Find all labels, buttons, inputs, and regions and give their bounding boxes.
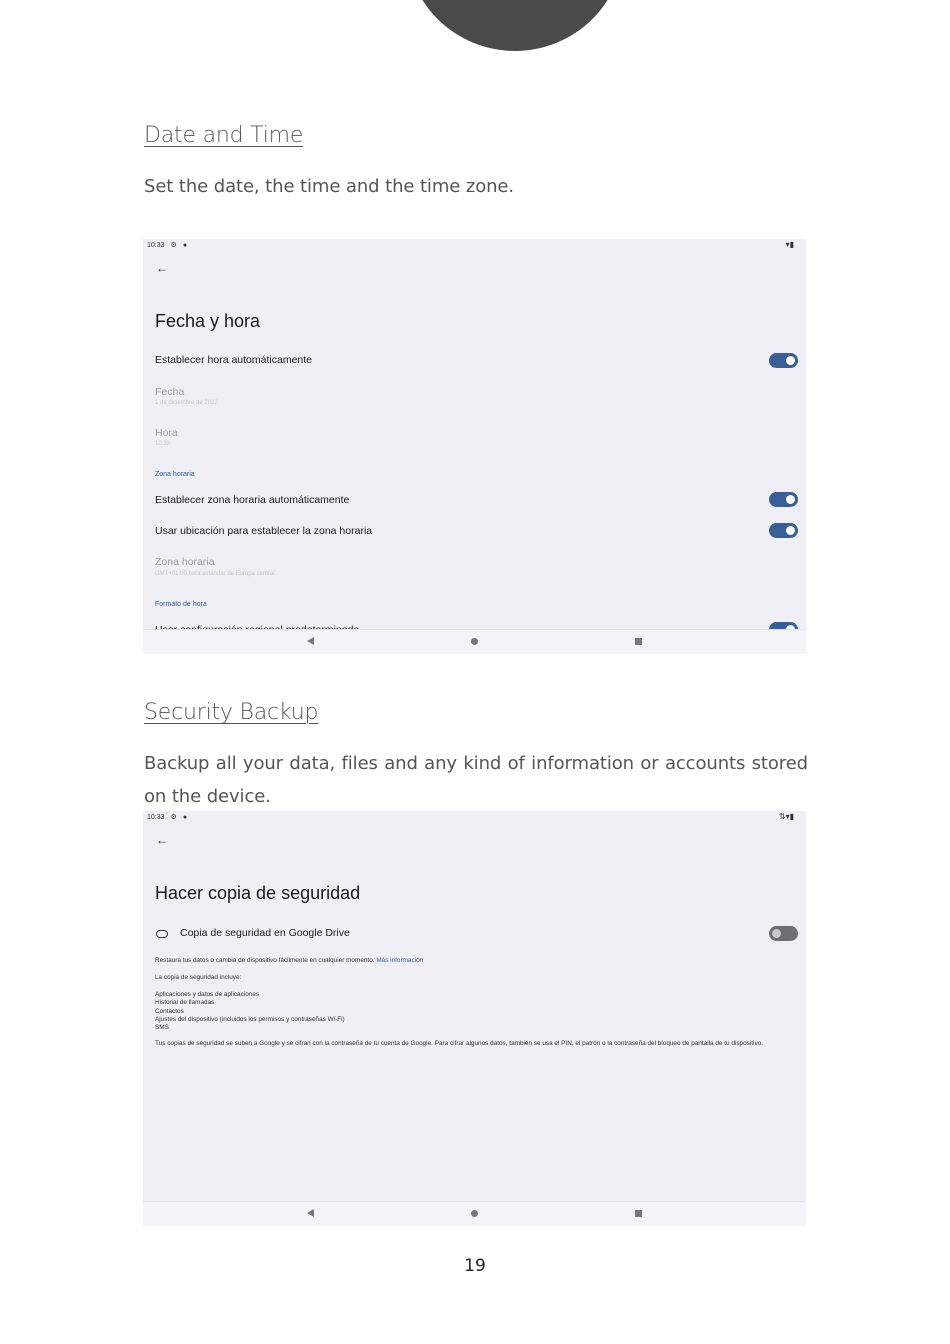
- list-item: Aplicaciones y datos de aplicaciones: [155, 991, 260, 998]
- page-number: 19: [464, 1256, 486, 1276]
- list-item: Ajustes del dispositivo (incluidos los permisos y contraseñas Wi-Fi): [155, 1015, 345, 1023]
- decorative-header-shape: [406, 0, 624, 51]
- settings-icon: ⚙: [170, 242, 177, 249]
- more-info-link[interactable]: Más información: [376, 957, 424, 964]
- restore-text: [155, 957, 423, 965]
- security-backup-description: Backup all your data, files and any kind of information or accounts stored on the device.: [144, 753, 808, 807]
- screen-title: Fecha y hora: [155, 311, 261, 331]
- nav-home-icon[interactable]: [471, 1210, 478, 1217]
- tz-section-header: Zona horaria: [155, 471, 195, 478]
- screen-title: Hacer copia de seguridad: [155, 883, 361, 903]
- nav-home-icon[interactable]: [471, 638, 478, 645]
- location-tz-label[interactable]: Usar ubicación para establecer la zona horaria: [155, 525, 373, 537]
- shield-icon: ●: [182, 241, 188, 249]
- wifi-battery-icon: ▾▮: [785, 240, 794, 249]
- date-time-description: Set the date, the time and the time zone.: [144, 176, 515, 197]
- backup-items-list: [155, 991, 345, 1032]
- auto-time-label[interactable]: Establecer hora automáticamente: [155, 354, 313, 366]
- date-time-screenshot: [143, 239, 806, 654]
- encryption-footer-text: Tus copias de seguridad se suben a Google y se cifran con la contraseña de tu cuenta de Google. Para cifrar algunos datos, también se usa el PIN, el patrón o la contraseña del bloqueo de pantalla de tu dispositivo.: [155, 1040, 763, 1047]
- backup-screenshot: [143, 811, 806, 1226]
- drive-backup-label[interactable]: Copia de seguridad en Google Drive: [180, 927, 350, 939]
- navigation-bar: [143, 1201, 806, 1226]
- status-time: 10:33: [147, 241, 165, 249]
- auto-tz-label[interactable]: Establecer zona horaria automáticamente: [155, 494, 350, 506]
- back-arrow-icon[interactable]: ←: [156, 833, 168, 847]
- time-value: 10:33: [155, 441, 171, 447]
- back-arrow-icon[interactable]: ←: [156, 261, 168, 275]
- date-label: Fecha: [155, 386, 185, 398]
- status-bar: [147, 813, 187, 821]
- nav-recents-icon[interactable]: [635, 1210, 642, 1217]
- cloud-icon: [156, 930, 168, 938]
- auto-tz-toggle[interactable]: [769, 492, 798, 507]
- date-value: 1 de diciembre de 2022: [155, 400, 218, 406]
- wifi-battery-icon: ⇅▾▮: [778, 812, 794, 821]
- drive-backup-toggle[interactable]: [769, 926, 798, 941]
- nav-recents-icon[interactable]: [635, 638, 642, 645]
- auto-time-toggle[interactable]: [769, 353, 798, 368]
- time-label: Hora: [155, 427, 178, 439]
- location-tz-toggle[interactable]: [769, 523, 798, 538]
- status-time: 10:33: [147, 813, 165, 821]
- includes-label: La copia de seguridad incluye:: [155, 974, 242, 981]
- tz-value: GMT+01:00 hora estándar de Europa central: [155, 571, 275, 577]
- list-item: Historial de llamadas: [155, 999, 215, 1007]
- tz-label: Zona horaria: [155, 556, 215, 568]
- navigation-bar: [143, 629, 806, 654]
- settings-icon: ⚙: [170, 814, 177, 821]
- nav-back-icon[interactable]: [307, 637, 314, 645]
- list-item: Contactos: [155, 1007, 184, 1015]
- nav-back-icon[interactable]: [307, 1209, 314, 1217]
- format-section-header: Formato de hora: [155, 601, 207, 608]
- restore-description: Restaura tus datos o cambia de dispositivo fácilmente en cualquier momento.: [155, 957, 375, 964]
- list-item: SMS: [155, 1024, 169, 1032]
- date-time-heading: Date and Time: [144, 123, 304, 148]
- shield-icon: ●: [182, 813, 188, 821]
- security-backup-heading: Security Backup: [144, 700, 319, 725]
- status-bar: [147, 241, 187, 249]
